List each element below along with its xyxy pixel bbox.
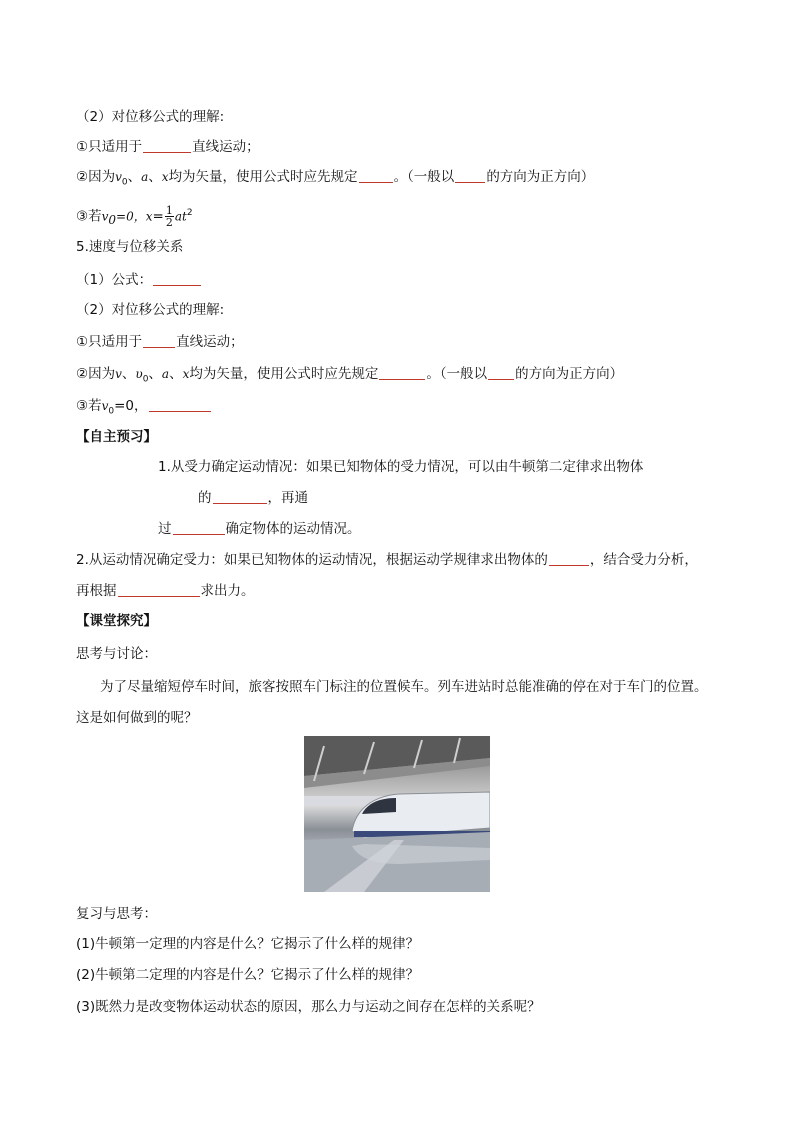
subsection-heading: （2）对位移公式的理解: bbox=[76, 109, 225, 125]
answer-blank[interactable] bbox=[143, 138, 191, 153]
review-question: (1)牛顿第一定理的内容是什么？它揭示了什么样的规律？ bbox=[76, 936, 420, 952]
question-line: ①只适用于 直线运动； bbox=[76, 334, 244, 350]
answer-blank[interactable] bbox=[549, 551, 589, 566]
question-line: ①只适用于 直线运动； bbox=[76, 139, 260, 155]
train-photo bbox=[304, 736, 490, 892]
answer-blank[interactable] bbox=[488, 365, 514, 380]
section-heading: 【课堂探究】 bbox=[76, 613, 157, 629]
paragraph-line: 2.从运动情况确定受力：如果已知物体的运动情况，根据运动学规律求出物体的 ，结合受力分析， bbox=[76, 552, 698, 568]
subsection-heading: （2）对位移公式的理解: bbox=[76, 302, 225, 318]
answer-blank[interactable] bbox=[173, 520, 225, 535]
answer-blank[interactable] bbox=[213, 489, 267, 504]
paragraph-line: 1.从受力确定运动情况：如果已知物体的受力情况，可以由牛顿第二定律求出物体 bbox=[158, 459, 644, 475]
answer-blank[interactable] bbox=[118, 582, 200, 597]
answer-blank[interactable] bbox=[379, 365, 425, 380]
review-heading: 复习与思考： bbox=[76, 906, 157, 922]
review-question: (2)牛顿第二定理的内容是什么？它揭示了什么样的规律？ bbox=[76, 967, 420, 983]
question-line: ②因为$v_0$、a、x均为矢量，使用公式时应先规定 。（一般以 的方向为正方向） bbox=[76, 169, 595, 188]
answer-blank[interactable] bbox=[143, 333, 175, 348]
section-heading: 【自主预习】 bbox=[76, 429, 157, 445]
discussion-label: 思考与讨论： bbox=[76, 646, 157, 662]
answer-blank[interactable] bbox=[455, 168, 485, 183]
paragraph-line: 为了尽量缩短停车时间，旅客按照车门标注的位置候车。列车进站时总能准确的停在对于车门的位置。 bbox=[100, 679, 708, 695]
answer-blank[interactable] bbox=[153, 271, 201, 286]
paragraph-line: 再根据 求出力。 bbox=[76, 583, 255, 599]
review-question: (3)既然力是改变物体运动状态的原因，那么力与运动之间存在怎样的关系呢？ bbox=[76, 999, 541, 1015]
question-line: ②因为v、$\upsilon_0$、a、x均为矢量，使用公式时应先规定 。（一般以 的方向为正方向） bbox=[76, 366, 624, 385]
formula-line: ③若$v_0=0$，x= $\frac{1}{2}$ $at^2$ bbox=[76, 204, 193, 229]
question-line: ③若$v_0=0$， bbox=[76, 396, 212, 422]
fraction: $\frac{1}{2}$ bbox=[165, 204, 173, 229]
paragraph-line: 的 ，再通 bbox=[198, 490, 308, 506]
answer-blank[interactable] bbox=[149, 397, 211, 412]
train-image bbox=[304, 736, 490, 892]
paragraph-line: 过 确定物体的运动情况。 bbox=[158, 521, 361, 537]
question-line: （1）公式： bbox=[76, 270, 202, 290]
paragraph-line: 这是如何做到的呢？ bbox=[76, 710, 198, 726]
answer-blank[interactable] bbox=[359, 168, 393, 183]
section-heading: 5.速度与位移关系 bbox=[76, 239, 184, 255]
